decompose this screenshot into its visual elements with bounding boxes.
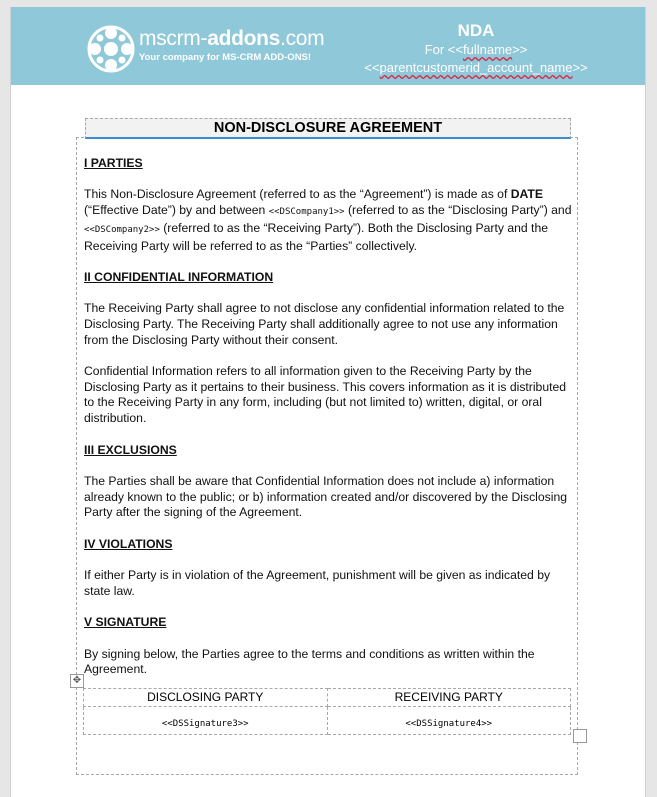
section-heading: I PARTIES <box>84 156 143 170</box>
paragraph: If either Party is in violation of the Agreement, punishment will be given as indicated by state law. <box>84 568 551 598</box>
header-banner <box>11 7 645 85</box>
receiving-signature-cell[interactable] <box>327 707 571 735</box>
mscrm-addons-logo-icon <box>87 25 135 73</box>
signature-field: <<DSSignature3>> <box>161 719 249 729</box>
parties-paragraph: This Non-Disclosure Agreement (referred to as the “Agreement”) is made as of DATE (“Effective Date”) by and between <<DSCompany1>> (referred to as the “Disclosing Party”) and <<DSCompany2>> (referred to as the “Receiving Party”). Both the Disclosing Party and the Receiving Party will be referred to as the “Parties” collectively. <box>84 187 572 253</box>
agreement-title[interactable]: NON-DISCLOSURE AGREEMENT <box>85 118 571 139</box>
section-heading: II CONFIDENTIAL INFORMATION <box>84 269 274 284</box>
disclosing-party-header[interactable]: DISCLOSING PARTY <box>84 689 328 707</box>
disclosing-signature-cell[interactable] <box>84 707 328 735</box>
move-arrows-icon[interactable]: ✥ <box>70 674 84 688</box>
paragraph: The Parties shall be aware that Confidential Information does not include a) information already known to the public; or b) information created and/or discovered by the Disclosing Party after the signing of the Agreement. <box>84 473 568 520</box>
paragraph: Confidential Information refers to all information given to the Receiving Party by the Disclosing Party as it pertains to their business. This covers information as it is distributed to the Receiving Party in any form, including (but not limited to) written, digital, or oral distribution. <box>84 364 567 426</box>
resize-handle-icon[interactable] <box>573 729 587 743</box>
section-heading: IV VIOLATIONS <box>84 536 173 551</box>
brand-block <box>139 27 324 63</box>
section-heading: III EXCLUSIONS <box>84 442 177 457</box>
signature-table <box>83 688 571 735</box>
document-page <box>10 7 646 797</box>
paragraph: By signing below, the Parties agree to the terms and conditions as written within the Agreement. <box>84 646 535 677</box>
brand-name: mscrm-addons.com <box>139 27 325 50</box>
header-title-block <box>351 21 601 77</box>
account-line: <<parentcustomerid_account_name>> <box>364 60 588 75</box>
paragraph: The Receiving Party shall agree to not disclose any confidential information related to the Disclosing Party. The Receiving Party shall additionally agree to not use any information from the Disclosing Party without their consent. <box>84 301 565 347</box>
section-heading: V SIGNATURE <box>84 615 167 630</box>
fullname-line: For <<fullname>> <box>424 42 528 57</box>
brand-tagline: Your company for MS-CRM ADD-ONS! <box>139 52 312 63</box>
receiving-party-header[interactable]: RECEIVING PARTY <box>327 689 571 707</box>
nda-title: NDA <box>457 21 495 40</box>
signature-field: <<DSSignature4>> <box>405 719 493 729</box>
document-body[interactable] <box>84 156 574 694</box>
